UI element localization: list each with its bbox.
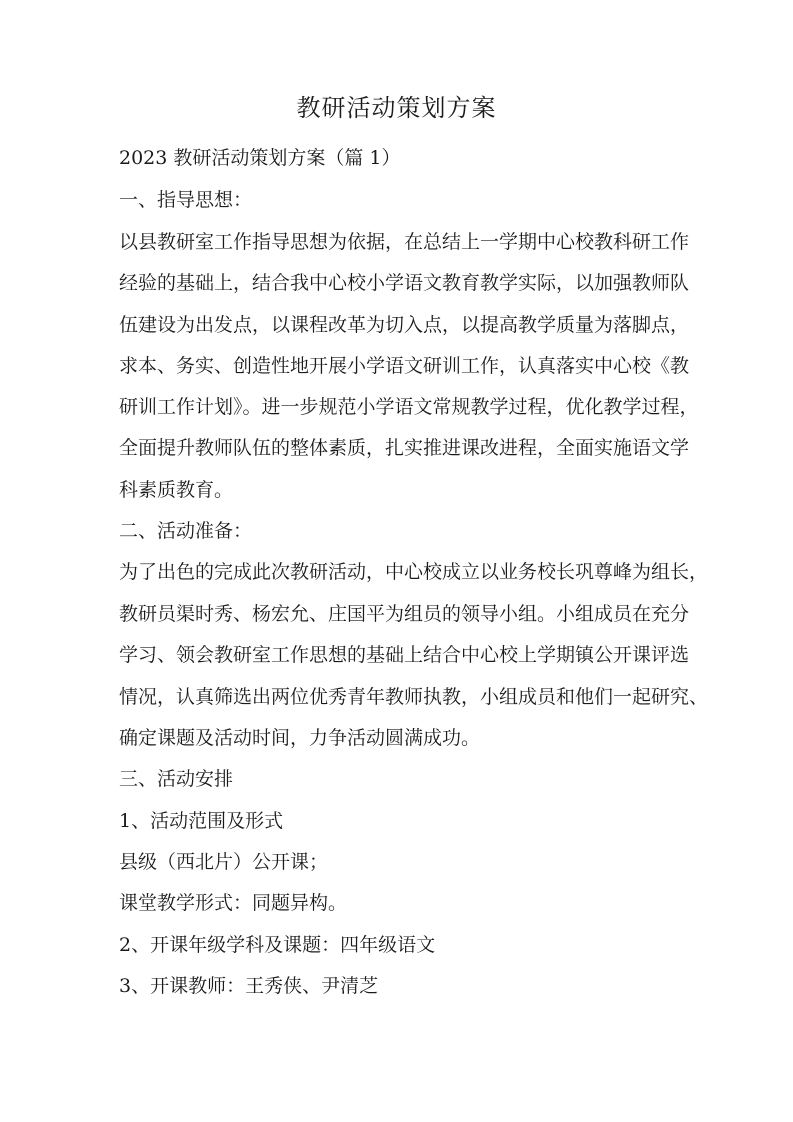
section3-item: 3、开课教师：王秀侠、尹清芝 [119,975,379,997]
section1-line: 伍建设为出发点，以课程改革为切入点，以提高教学质量为落脚点， [119,314,690,336]
section1-line: 科素质教育。 [119,479,234,501]
section1-line: 研训工作计划》。进一步规范小学语文常规教学过程，优化教学过程， [119,396,699,418]
section1-line: 全面提升教师队伍的整体素质，扎实推进课改进程，全面实施语文学 [119,437,690,459]
section3-heading: 三、活动安排 [119,768,234,790]
section1-line: 以县教研室工作指导思想为依据，在总结上一学期中心校教科研工作 [119,231,690,253]
section2-line: 确定课题及活动时间，力争活动圆满成功。 [119,727,481,749]
section1-heading: 一、指导思想： [119,189,253,211]
section1-line: 求本、务实、创造性地开展小学语文研训工作，认真落实中心校《教 [119,355,690,377]
section3-item: 2、开课年级学科及课题：四年级语文 [119,934,436,956]
section2-line: 为了出色的完成此次教研活动，中心校成立以业务校长巩尊峰为组长， [119,561,709,583]
section2-line: 情况，认真筛选出两位优秀青年教师执教，小组成员和他们一起研究、 [119,686,709,708]
section3-item: 课堂教学形式：同题异构。 [119,892,348,914]
section3-item: 1、活动范围及形式 [119,810,284,832]
section2-line: 教研员渠时秀、杨宏允、庄国平为组员的领导小组。小组成员在充分 [119,603,690,625]
section3-item: 县级（西北片）公开课； [119,851,329,873]
section2-line: 学习、领会教研室工作思想的基础上结合中心校上学期镇公开课评选 [119,644,690,666]
section2-heading: 二、活动准备： [119,520,253,542]
document-title: 教研活动策划方案 [296,94,497,122]
section1-line: 经验的基础上，结合我中心校小学语文教育教学实际，以加强教师队 [119,272,690,294]
document-subtitle: 2023 教研活动策划方案（篇 1） [119,147,401,169]
